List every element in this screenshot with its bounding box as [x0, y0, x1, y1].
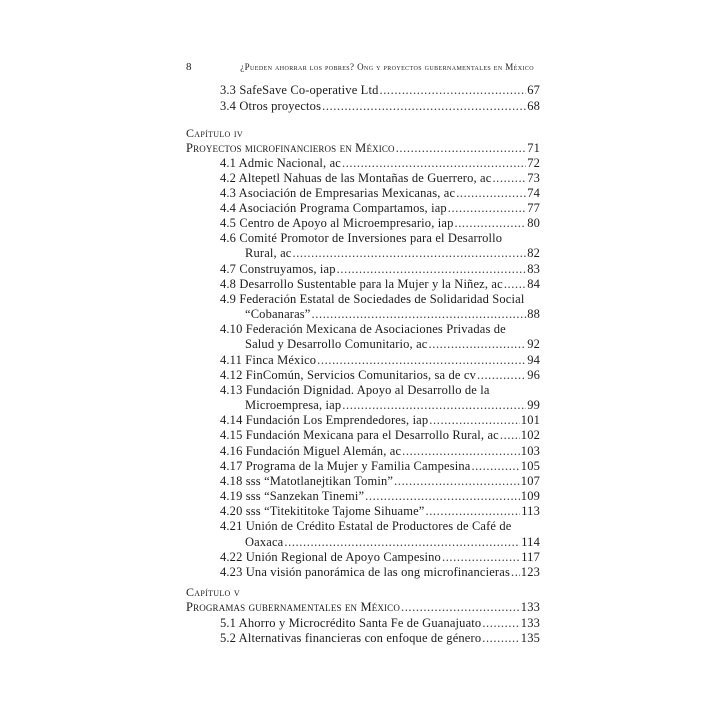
dot-leader	[322, 98, 526, 115]
toc-entry[interactable]	[220, 564, 540, 581]
toc-page-number: 68	[527, 99, 540, 113]
toc-page-number: 73	[527, 171, 540, 185]
toc-entry-title: 4.15 Fundación Mexicana para el Desarrollo Rural, ac	[220, 428, 499, 442]
toc-entry-title: 4.20 sss “Titekititoke Tajome Sihuame”	[220, 504, 425, 518]
toc-entry-title: 4.12 FinComún, Servicios Comunitarios, sa de cv	[220, 368, 476, 382]
toc-entry[interactable]	[220, 427, 540, 444]
toc-entry-title: 5.1 Ahorro y Microcrédito Santa Fe de Guanajuato	[220, 616, 482, 630]
toc-entry[interactable]	[186, 599, 540, 616]
toc-page-number: 88	[527, 307, 540, 321]
toc-entry-title: 5.2 Alternativas financieras con enfoque de género	[220, 631, 482, 645]
toc-page-number: 113	[521, 504, 540, 518]
running-header: ¿Pueden ahorrar los pobres? Ong y proyectos gubernamentales en México	[240, 62, 534, 72]
toc-entry-title: 4.13 Fundación Dignidad. Apoyo al Desarrollo de la	[220, 383, 490, 397]
toc-entry-title: 4.4 Asociación Programa Compartamos, iap	[220, 201, 447, 215]
toc-page-number: 82	[527, 246, 540, 260]
toc-entry-title: 4.14 Fundación Los Emprendedores, iap	[220, 413, 429, 427]
toc-page-number: 133	[520, 600, 540, 614]
toc-page-number: 77	[527, 201, 540, 215]
toc-page-number: 135	[520, 631, 540, 645]
toc-page-number: 117	[521, 550, 540, 564]
toc-entry-title: Programas gubernamentales en México	[186, 600, 400, 614]
dot-leader	[482, 630, 520, 647]
toc-page-number: 94	[527, 353, 540, 367]
toc-entry[interactable]	[245, 336, 540, 353]
toc-entry-title: 4.19 sss “Sanzekan Tinemi”	[220, 489, 365, 503]
toc-entry-title: Salud y Desarrollo Comunitario, ac	[245, 337, 428, 351]
toc-page-number: 101	[520, 413, 540, 427]
toc-entry-title: 4.7 Construyamos, iap	[220, 262, 336, 276]
toc-page-number: 84	[527, 277, 540, 291]
toc-entry-title: 4.22 Unión Regional de Apoyo Campesino	[220, 550, 441, 564]
toc-page-number: 109	[520, 489, 540, 503]
dot-leader	[500, 427, 520, 444]
toc-entry-title: 4.3 Asociación de Empresarias Mexicanas, ac	[220, 186, 456, 200]
toc-entry-title: 4.16 Fundación Miguel Alemán, ac	[220, 444, 402, 458]
toc-entry[interactable]	[245, 245, 540, 262]
dot-leader	[511, 564, 520, 581]
toc-entry-title: 4.8 Desarrollo Sustentable para la Mujer y la Niñez, ac	[220, 277, 503, 291]
dot-leader	[379, 82, 526, 99]
toc-entry-title: 4.2 Altepetl Nahuas de las Montañas de Guerrero, ac	[220, 171, 492, 185]
toc-page-number: 92	[527, 337, 540, 351]
toc-page-number: 83	[527, 262, 540, 276]
dot-leader	[429, 336, 527, 353]
toc-entry[interactable]	[220, 82, 540, 99]
toc-entry-title: 4.5 Centro de Apoyo al Microempresario, iap	[220, 216, 454, 230]
toc-entry[interactable]	[220, 630, 540, 647]
toc-entry-title: Microempresa, iap	[245, 398, 342, 412]
toc-entry-title: 4.11 Finca México	[220, 353, 317, 367]
toc-entry-title: Oaxaca	[245, 535, 284, 549]
toc-page-number: 71	[527, 141, 540, 155]
toc-entry-title: 4.17 Programa de la Mujer y Familia Campesina	[220, 459, 471, 473]
toc-entry-title: “Cobanaras”	[245, 307, 311, 321]
toc-page-number: 67	[527, 83, 540, 97]
toc-entry-title: Proyectos microfinancieros en México	[186, 141, 395, 155]
toc-entry-title: Rural, ac	[245, 246, 292, 260]
chapter-heading: Capítulo v	[186, 585, 240, 599]
toc-page-number: 133	[520, 616, 540, 630]
toc-entry-title: 4.6 Comité Promotor de Inversiones para el Desarrollo	[220, 231, 503, 245]
toc-entry[interactable]	[220, 98, 540, 115]
chapter-heading: Capítulo iv	[186, 126, 243, 140]
toc-page-number: 114	[521, 535, 540, 549]
toc-entry-title: 4.21 Unión de Crédito Estatal de Productores de Café de	[220, 519, 512, 533]
toc-page-number: 96	[527, 368, 540, 382]
toc-page-number: 74	[527, 186, 540, 200]
toc-entry-title: 4.1 Admic Nacional, ac	[220, 156, 341, 170]
page-number: 8	[186, 61, 192, 73]
toc-page-number: 99	[527, 398, 540, 412]
toc-page-number: 107	[520, 474, 540, 488]
toc-entry-title: 3.4 Otros proyectos	[220, 99, 322, 113]
toc-page-number: 72	[527, 156, 540, 170]
toc-entry-title: 4.10 Federación Mexicana de Asociaciones Privadas de	[220, 322, 506, 336]
toc-page-number: 80	[527, 216, 540, 230]
dot-leader	[292, 245, 526, 262]
toc-entry-title: 4.18 sss “Matotlanejtikan Tomin”	[220, 474, 394, 488]
toc-page-number: 103	[520, 444, 540, 458]
toc-page-number: 123	[520, 565, 540, 579]
toc-page-number: 105	[520, 459, 540, 473]
dot-leader	[401, 599, 520, 616]
toc-page-number: 102	[520, 428, 540, 442]
toc-entry-title: 3.3 SafeSave Co-operative Ltd	[220, 83, 379, 97]
toc-entry-title: 4.23 Una visión panorámica de las ong microfinancieras	[220, 565, 510, 579]
toc-entry-title: 4.9 Federación Estatal de Sociedades de Solidaridad Social	[220, 292, 525, 306]
